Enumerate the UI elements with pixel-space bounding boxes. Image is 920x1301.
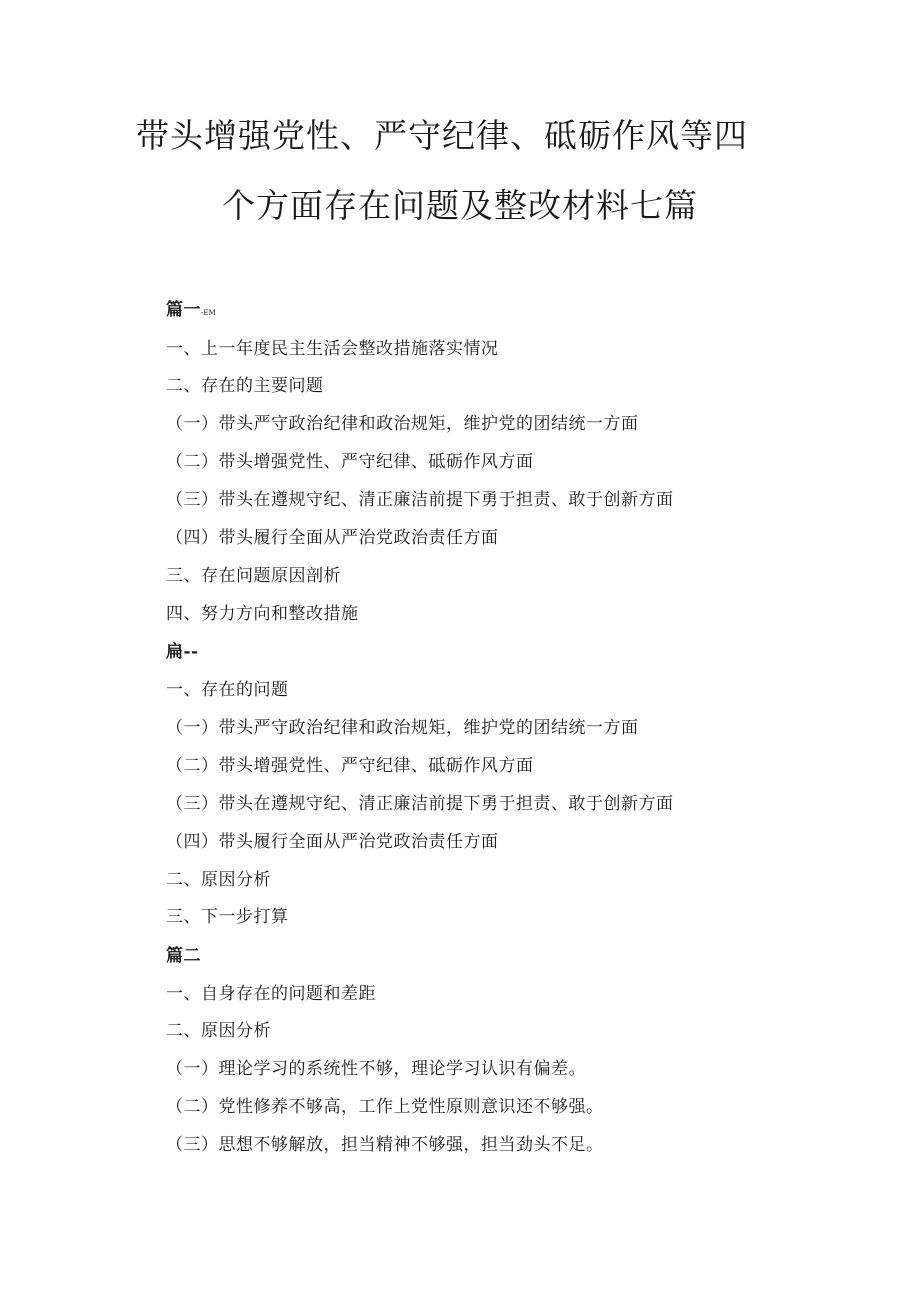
- outline-item: 一、自身存在的问题和差距: [166, 984, 376, 1004]
- heading-suffix-mark: -EM: [201, 309, 216, 317]
- outline-subitem: （三）带头在遵规守纪、清正廉洁前提下勇于担责、敢于创新方面: [166, 490, 674, 510]
- outline-item: 一、存在的问题: [166, 680, 289, 700]
- outline-item: 一、上一年度民主生活会整改措施落实情况: [166, 339, 499, 359]
- outline-item: 三、下一步打算: [166, 907, 289, 927]
- outline-subitem: （四）带头履行全面从严治党政治责任方面: [166, 832, 499, 852]
- outline-item: 二、原因分析: [166, 870, 271, 890]
- outline-subitem: （三）思想不够解放，担当精神不够强，担当劲头不足。: [166, 1135, 604, 1155]
- outline-subitem: （一）带头严守政治纪律和政治规矩，维护党的团结统一方面: [166, 718, 639, 738]
- outline-item: 二、原因分析: [166, 1021, 271, 1041]
- document-title-line-1: 带头增强党性、严守纪律、砥砺作风等四: [136, 116, 748, 155]
- outline-item: 二、存在的主要问题: [166, 376, 324, 396]
- outline-subitem: （一）理论学习的系统性不够，理论学习认识有偏差。: [166, 1059, 586, 1079]
- outline-subitem: （四）带头履行全面从严治党政治责任方面: [166, 528, 499, 548]
- outline-subitem: （二）带头增强党性、严守纪律、砥砺作风方面: [166, 756, 534, 776]
- section-heading: 篇一-EM: [166, 300, 216, 320]
- outline-subitem: （三）带头在遵规守纪、清正廉洁前提下勇于担责、敢于创新方面: [166, 794, 674, 814]
- outline-item: 三、存在问题原因剖析: [166, 566, 341, 586]
- outline-subitem: （二）带头增强党性、严守纪律、砥砺作风方面: [166, 452, 534, 472]
- outline-subitem: （二）党性修养不够高，工作上党性原则意识还不够强。: [166, 1097, 604, 1117]
- section-heading: 篇二: [166, 946, 201, 966]
- section-heading: 扁--: [166, 642, 199, 662]
- outline-subitem: （一）带头严守政治纪律和政治规矩，维护党的团结统一方面: [166, 414, 639, 434]
- document-title-line-2: 个方面存在问题及整改材料七篇: [222, 186, 698, 225]
- outline-item: 四、努力方向和整改措施: [166, 604, 359, 624]
